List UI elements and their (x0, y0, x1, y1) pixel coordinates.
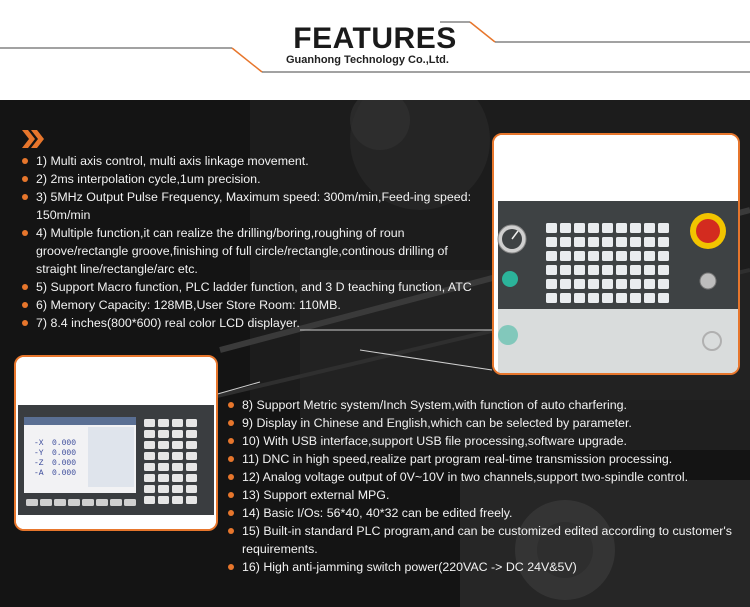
keypad-key (616, 279, 627, 289)
keypad-key (658, 293, 669, 303)
keypad-key (172, 474, 183, 482)
keypad-key (144, 430, 155, 438)
keypad-key (158, 430, 169, 438)
keypad-key (602, 293, 613, 303)
control-panel-photo (492, 133, 740, 375)
keypad-key (630, 223, 641, 233)
keypad-key (546, 251, 557, 261)
keypad-key (630, 293, 641, 303)
keypad-key (630, 265, 641, 275)
keypad-key (144, 485, 155, 493)
keypad-key (186, 430, 197, 438)
keypad-key (158, 441, 169, 449)
bullet-icon (228, 564, 234, 570)
bullet-icon (22, 176, 28, 182)
keypad-key (186, 474, 197, 482)
control-panel-illustration (494, 135, 738, 373)
keypad-key (574, 265, 585, 275)
keypad-key (124, 499, 136, 506)
keypad-key (158, 463, 169, 471)
keypad-key (172, 463, 183, 471)
keypad-key (172, 430, 183, 438)
keypad-key (644, 251, 655, 261)
keypad-key (588, 237, 599, 247)
bullet-icon (228, 528, 234, 534)
keypad-key (172, 452, 183, 460)
keypad-key (546, 279, 557, 289)
bullet-icon (228, 510, 234, 516)
keypad-key (602, 279, 613, 289)
keypad-key (574, 223, 585, 233)
axis-value-x: 0.000 (52, 439, 77, 448)
feature-item: 7) 8.4 inches(800*600) real color LCD displayer. (20, 314, 475, 332)
keypad-key (560, 279, 571, 289)
bullet-icon (22, 158, 28, 164)
keypad-key (186, 463, 197, 471)
feature-item: 14) Basic I/Os: 56*40, 40*32 can be edited freely. (226, 504, 746, 522)
keypad-key (658, 223, 669, 233)
keypad-key (574, 237, 585, 247)
keypad-key (616, 251, 627, 261)
keypad-key (186, 496, 197, 504)
keypad-key (186, 452, 197, 460)
keypad-key (658, 251, 669, 261)
keypad-key (96, 499, 108, 506)
feature-item: 15) Built-in standard PLC program,and can be customized edited according to customer's requirements. (226, 522, 746, 558)
keypad-key (546, 293, 557, 303)
keypad-key (574, 279, 585, 289)
keypad-key (588, 293, 599, 303)
keypad-key (54, 499, 66, 506)
bullet-icon (22, 320, 28, 326)
bullet-icon (228, 438, 234, 444)
keypad-key (658, 279, 669, 289)
page-header (0, 0, 750, 100)
keypad-key (158, 452, 169, 460)
keypad-key (172, 419, 183, 427)
keypad-key (588, 251, 599, 261)
keypad-key (186, 441, 197, 449)
keypad-key (560, 251, 571, 261)
keypad-key (172, 441, 183, 449)
bullet-icon (228, 474, 234, 480)
keypad-key (658, 265, 669, 275)
keypad-key (158, 419, 169, 427)
keypad-key (616, 237, 627, 247)
page-title: FEATURES (293, 22, 457, 55)
bullet-icon (228, 492, 234, 498)
feature-item: 16) High anti-jamming switch power(220VAC -> DC 24V&5V) (226, 558, 746, 576)
keypad-key (144, 463, 155, 471)
keypad-key (588, 223, 599, 233)
company-name: Guanhong Technology Co.,Ltd. (286, 54, 449, 66)
keypad-key (68, 499, 80, 506)
bullet-icon (22, 194, 28, 200)
keypad-key (172, 496, 183, 504)
keypad-key (144, 474, 155, 482)
keypad-key (546, 223, 557, 233)
keypad-key (630, 251, 641, 261)
axis-label-a: -A (34, 469, 44, 478)
axis-label-z: -Z (34, 459, 44, 468)
keypad-key (602, 223, 613, 233)
axis-value-y: 0.000 (52, 449, 77, 458)
chevron-arrows-icon (22, 130, 50, 148)
keypad-key (186, 485, 197, 493)
keypad-key (574, 251, 585, 261)
controller-screen-photo (14, 355, 218, 531)
keypad-key (644, 237, 655, 247)
keypad-key (630, 279, 641, 289)
keypad-key (40, 499, 52, 506)
keypad-key (588, 279, 599, 289)
keypad-key (658, 237, 669, 247)
feature-item: 9) Display in Chinese and English,which can be selected by parameter. (226, 414, 746, 432)
keypad-key (546, 265, 557, 275)
bullet-icon (22, 230, 28, 236)
keypad-key (158, 496, 169, 504)
bullet-icon (228, 402, 234, 408)
feature-item: 11) DNC in high speed,realize part program real-time transmission processing. (226, 450, 746, 468)
feature-item: 6) Memory Capacity: 128MB,User Store Room: 110MB. (20, 296, 475, 314)
keypad-key (602, 251, 613, 261)
keypad-key (82, 499, 94, 506)
features-list-top (20, 152, 475, 332)
keypad-key (644, 265, 655, 275)
feature-item: 8) Support Metric system/Inch System,with function of auto charfering. (226, 396, 746, 414)
keypad-key (560, 293, 571, 303)
keypad-key (26, 499, 38, 506)
keypad-key (560, 223, 571, 233)
feature-item: 12) Analog voltage output of 0V~10V in two channels,support two-spindle control. (226, 468, 746, 486)
feature-item: 4) Multiple function,it can realize the drilling/boring,roughing of roun groove/rectangle groove,finishing of full circle/rectangle,continous drilling of straight line/rectangle/arc etc. (20, 224, 475, 278)
keypad-key (546, 237, 557, 247)
features-list-bottom (226, 396, 746, 576)
bullet-icon (228, 420, 234, 426)
keypad-key (574, 293, 585, 303)
axis-label-y: -Y (34, 449, 44, 458)
keypad-key (644, 279, 655, 289)
keypad-key (110, 499, 122, 506)
axis-label-x: -X (34, 439, 44, 448)
keypad-key (172, 485, 183, 493)
keypad-key (616, 293, 627, 303)
axis-value-z: 0.000 (52, 459, 77, 468)
keypad-key (616, 223, 627, 233)
keypad-key (144, 452, 155, 460)
feature-item: 13) Support external MPG. (226, 486, 746, 504)
keypad-key (560, 237, 571, 247)
keypad-key (186, 419, 197, 427)
keypad-key (644, 293, 655, 303)
axis-value-a: 0.000 (52, 469, 77, 478)
controller-illustration (16, 357, 216, 529)
keypad-key (158, 485, 169, 493)
feature-item: 10) With USB interface,support USB file processing,software upgrade. (226, 432, 746, 450)
keypad-key (588, 265, 599, 275)
feature-item: 1) Multi axis control, multi axis linkage movement. (20, 152, 475, 170)
keypad-key (616, 265, 627, 275)
keypad-key (144, 496, 155, 504)
bullet-icon (22, 302, 28, 308)
bullet-icon (22, 284, 28, 290)
keypad-key (602, 265, 613, 275)
keypad-key (144, 441, 155, 449)
keypad-key (602, 237, 613, 247)
keypad-key (158, 474, 169, 482)
keypad-key (560, 265, 571, 275)
feature-item: 5) Support Macro function, PLC ladder function, and 3 D teaching function, ATC (20, 278, 475, 296)
keypad-key (630, 237, 641, 247)
bullet-icon (228, 456, 234, 462)
keypad-key (644, 223, 655, 233)
feature-item: 2) 2ms interpolation cycle,1um precision. (20, 170, 475, 188)
keypad-key (144, 419, 155, 427)
feature-item: 3) 5MHz Output Pulse Frequency, Maximum speed: 300m/min,Feed-ing speed: 150m/min (20, 188, 475, 224)
